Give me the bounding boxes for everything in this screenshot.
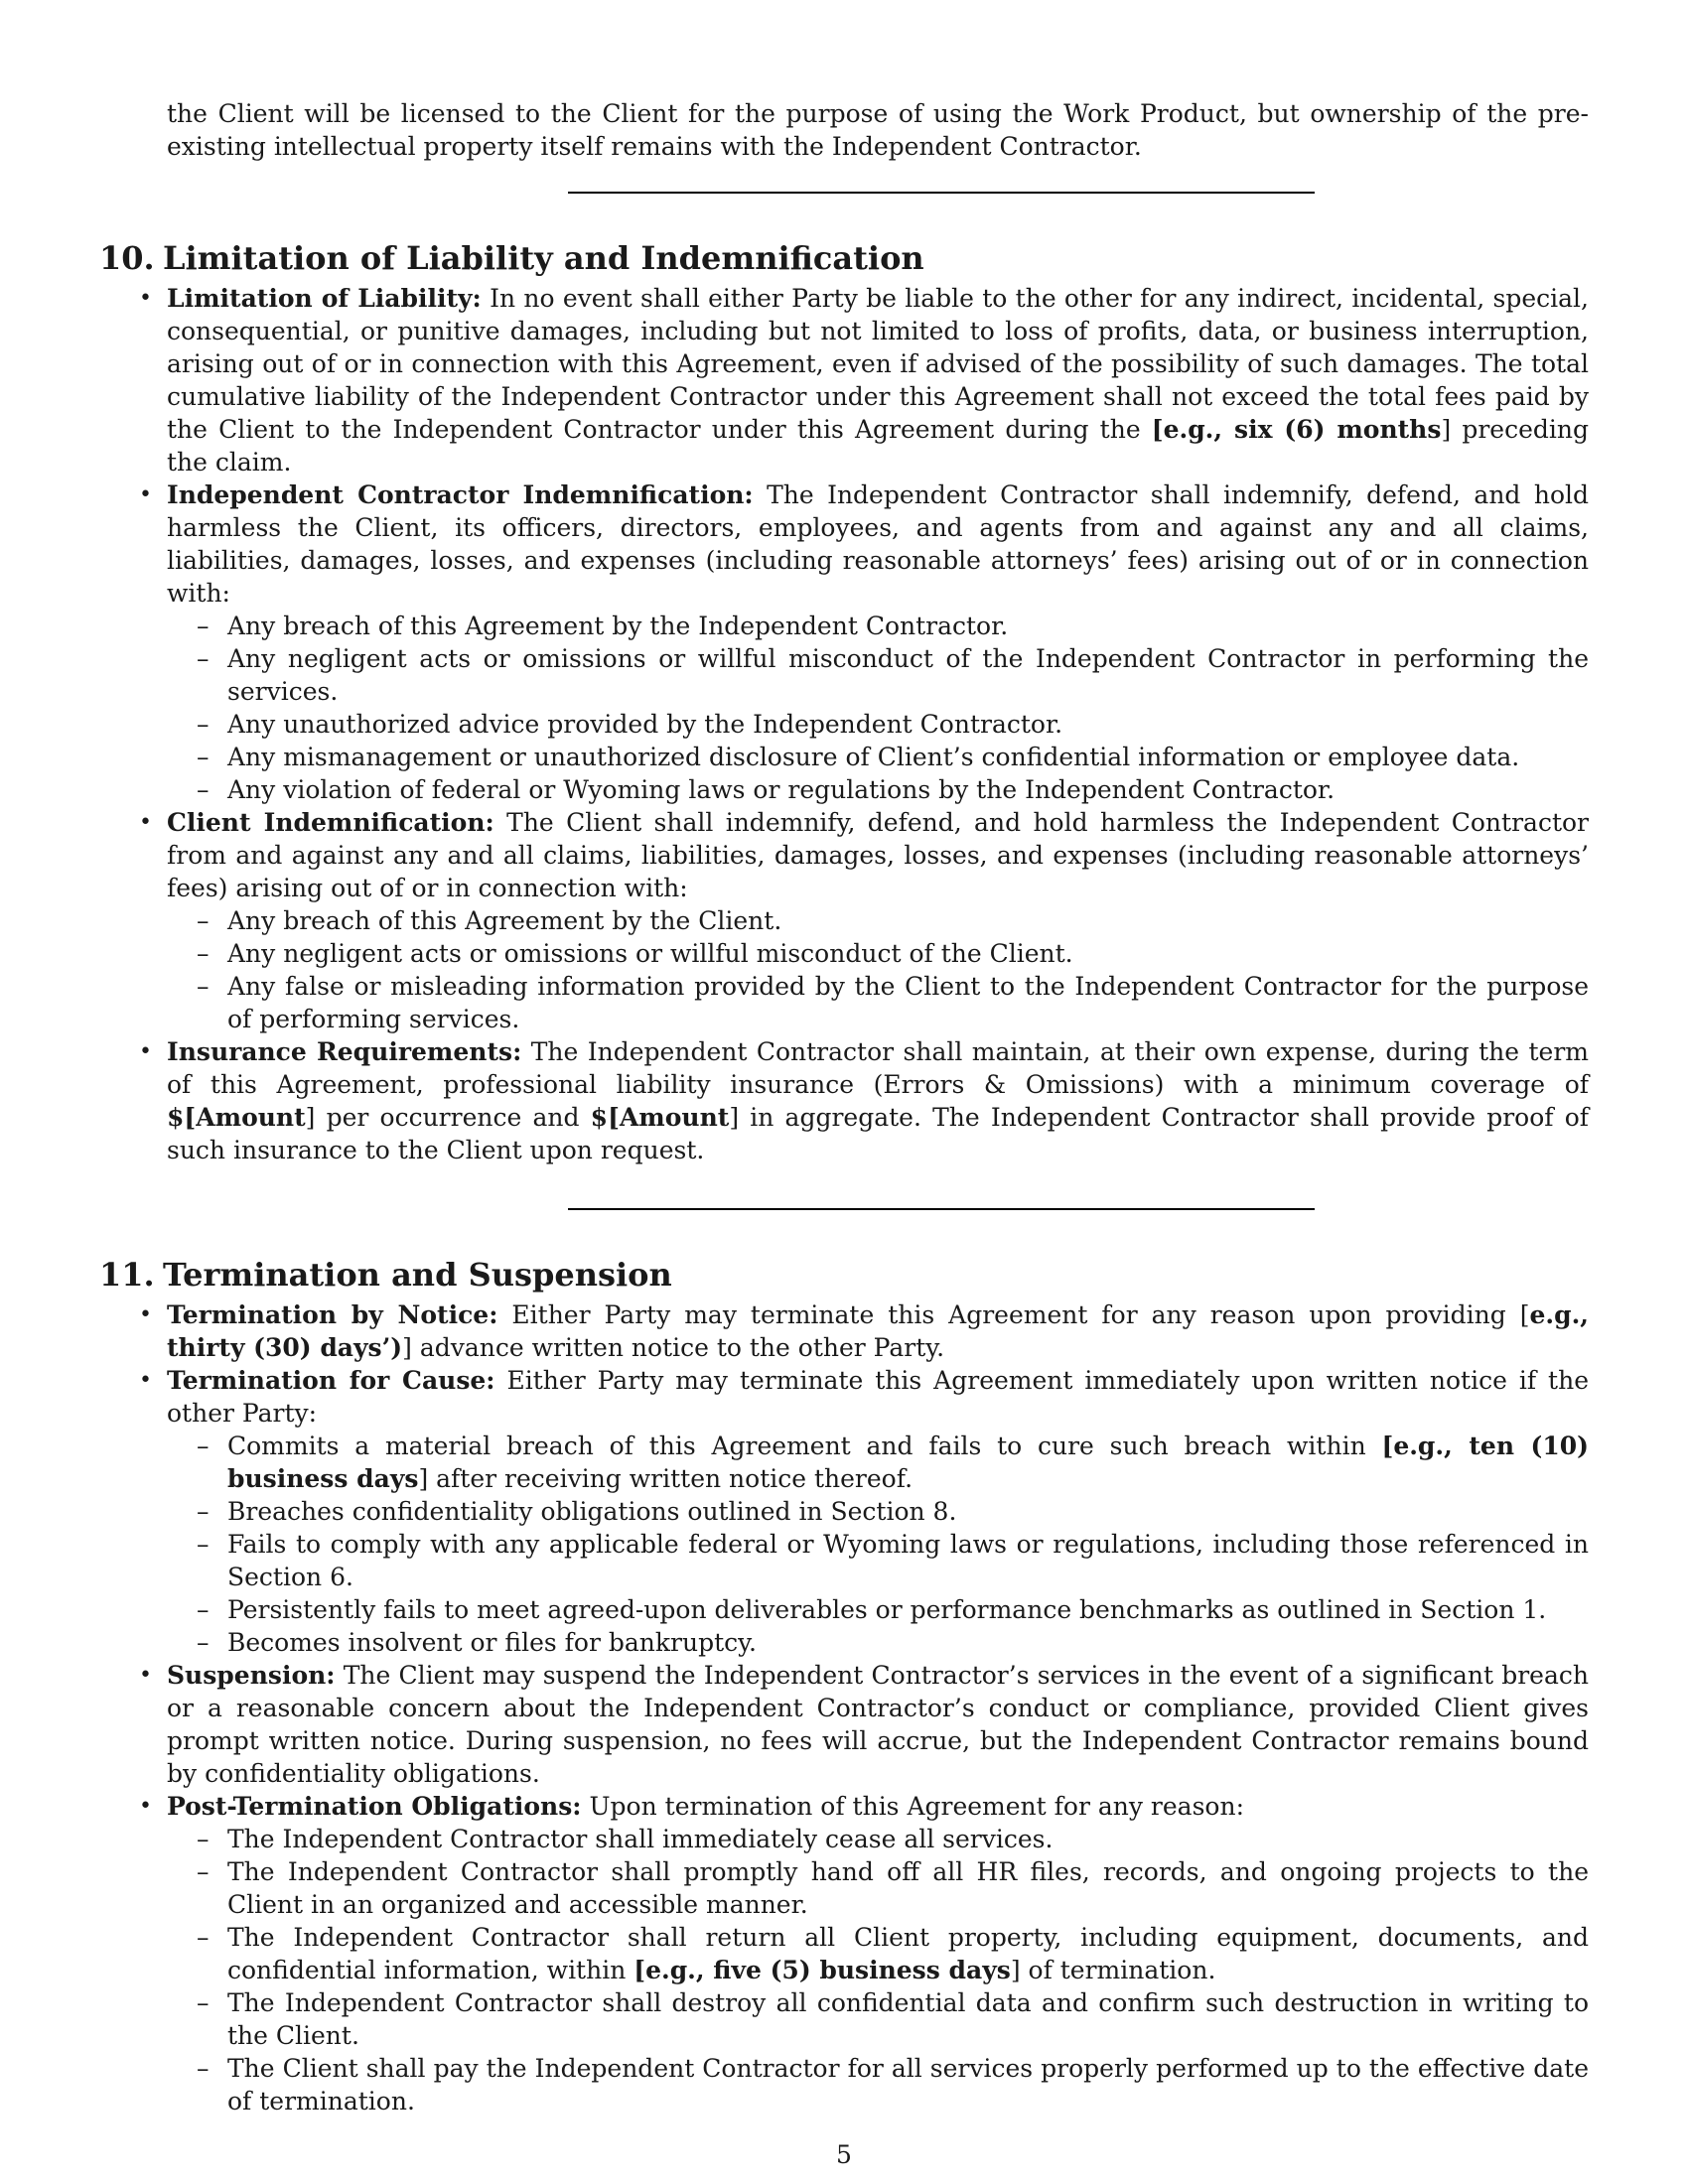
item-text: ] per occurrence and: [305, 1103, 591, 1132]
bullet-icon: •: [139, 1663, 152, 1688]
item-label: Insurance Requirements:: [167, 1037, 522, 1066]
page-number: 5: [836, 2140, 852, 2169]
sub-item: [197, 741, 1589, 773]
item-label: Independent Contractor Indemnification:: [167, 480, 754, 509]
placeholder-text: [e.g., ten (10) business days: [227, 1432, 1589, 1493]
bullet-icon: •: [139, 810, 152, 835]
item-label: Termination for Cause:: [167, 1366, 495, 1395]
section-number: 10.: [99, 239, 155, 277]
sub-item: [197, 1855, 1589, 1921]
intro-paragraph: the Client will be licensed to the Client for the purpose of using the Work Product, but ownership of the pre-existing intellectual property itself remains with the Independent Contractor.: [167, 99, 1589, 161]
dash-icon: –: [197, 775, 210, 804]
list-item: [139, 1298, 1590, 1364]
section-title: Limitation of Liability and Indemnification: [163, 239, 924, 277]
list-item: [139, 806, 1589, 1035]
sub-item: [197, 1495, 1589, 1528]
sub-item-text: Becomes insolvent or files for bankruptcy.: [227, 1628, 757, 1657]
item-label: Client Indemnification:: [167, 808, 494, 837]
dash-icon: –: [197, 1530, 210, 1559]
item-text: Either Party may terminate this Agreement immediately upon written notice if the other Party:: [167, 1366, 1589, 1428]
bullet-icon: •: [139, 1039, 152, 1064]
dash-icon: –: [197, 939, 210, 968]
dash-icon: –: [197, 1825, 210, 1853]
sub-item: [197, 1823, 1589, 1855]
bullet-icon: •: [139, 1302, 152, 1327]
sub-item: [197, 1593, 1589, 1626]
sub-item-text: ] of termination.: [1010, 1956, 1216, 1984]
sub-list: [167, 1430, 1589, 1659]
item-label: Post-Termination Obligations:: [167, 1792, 582, 1821]
list-item: [139, 1364, 1589, 1659]
sub-item-text: Persistently fails to meet agreed-upon deliverables or performance benchmarks as outlined in Section 1.: [227, 1595, 1547, 1624]
sub-item-text: Any breach of this Agreement by the Independent Contractor.: [227, 612, 1009, 640]
sub-item: [197, 2052, 1589, 2117]
sub-item: [197, 1528, 1589, 1593]
item-text: ] preceding the claim.: [167, 415, 1589, 477]
section-title: Termination and Suspension: [163, 1256, 672, 1294]
list-item: [139, 1035, 1589, 1166]
placeholder-text: [e.g., six (6) months: [1151, 415, 1442, 444]
dash-icon: –: [197, 1988, 210, 2017]
sub-item-text: Any mismanagement or unauthorized disclosure of Client’s confidential information or employee data.: [227, 743, 1520, 771]
section-10-list: [99, 282, 1589, 1166]
sub-item-text: Any breach of this Agreement by the Client.: [227, 906, 782, 935]
item-text: The Independent Contractor shall indemnify, defend, and hold harmless the Client, its officers, directors, employees, and agents from and against any and all claims, liabilities, damages, losses, and expenses (including reasonable attorneys’ fees) arising out of or in connection with:: [167, 480, 1589, 608]
list-item: [139, 1659, 1589, 1790]
dash-icon: –: [197, 2054, 210, 2083]
item-text: ] in aggregate. The Independent Contractor shall provide proof of such insurance to the Client upon request.: [167, 1103, 1589, 1164]
section-10-heading: [99, 238, 1589, 278]
sub-list: [167, 610, 1589, 806]
list-item: [139, 1790, 1589, 2117]
dash-icon: –: [197, 743, 210, 771]
sub-item-text: Any false or misleading information provided by the Client to the Independent Contractor for the purpose of performing services.: [227, 972, 1589, 1033]
item-text: The Client may suspend the Independent Contractor’s services in the event of a significant breach or a reasonable concern about the Independent Contractor’s conduct or compliance, provided Client gives prompt written notice. During suspension, no fees will accrue, but the Independent Contractor remains bound by confidentiality obligations.: [167, 1661, 1589, 1788]
sub-item: [197, 708, 1589, 741]
sub-item-text: The Client shall pay the Independent Contractor for all services properly performed up to the effective date of termination.: [227, 2054, 1589, 2116]
sub-list: [167, 904, 1589, 1035]
item-text: Either Party may terminate this Agreement for any reason upon providing [: [497, 1300, 1530, 1329]
item-text: Upon termination of this Agreement for any reason:: [581, 1792, 1244, 1821]
sub-item-text: The Independent Contractor shall immediately cease all services.: [227, 1825, 1054, 1853]
list-item: [139, 282, 1589, 478]
section-number: 11.: [99, 1256, 155, 1294]
dash-icon: –: [197, 972, 210, 1001]
bullet-icon: •: [139, 286, 152, 311]
dash-icon: –: [197, 1923, 210, 1952]
sub-item: [197, 1921, 1589, 1986]
sub-item-text: Commits a material breach of this Agreement and fails to cure such breach within: [227, 1432, 1382, 1460]
sub-item-text: Any negligent acts or omissions or willful misconduct of the Client.: [227, 939, 1073, 968]
placeholder-text: $[Amount: [167, 1103, 306, 1132]
dash-icon: –: [197, 1595, 210, 1624]
dash-icon: –: [197, 906, 210, 935]
sub-item: [197, 937, 1589, 970]
dash-icon: –: [197, 710, 210, 739]
dash-icon: –: [197, 644, 210, 673]
dash-icon: –: [197, 1857, 210, 1886]
item-text: The Client shall indemnify, defend, and hold harmless the Independent Contractor from and against any and all claims, liabilities, damages, losses, and expenses (including reasonable attorneys’ fees) arising out of or in connection with:: [167, 808, 1589, 902]
dash-icon: –: [197, 1628, 210, 1657]
sub-item: [197, 1986, 1589, 2052]
sub-item-text: Breaches confidentiality obligations outlined in Section 8.: [227, 1497, 957, 1526]
bullet-icon: •: [139, 1794, 152, 1819]
dash-icon: –: [197, 612, 210, 640]
sub-item-text: Any violation of federal or Wyoming laws or regulations by the Independent Contractor.: [227, 775, 1336, 804]
item-label: Suspension:: [167, 1661, 336, 1690]
item-text: The Independent Contractor shall maintain, at their own expense, during the term of this Agreement, professional liability insurance (Errors & Omissions) with a minimum coverage of: [167, 1037, 1589, 1099]
sub-item: [197, 970, 1589, 1035]
sub-item-text: The Independent Contractor shall destroy all confidential data and confirm such destruction in writing to the Client.: [227, 1988, 1589, 2050]
sub-item: [197, 904, 1589, 937]
sub-item: [197, 610, 1589, 642]
sub-item: [197, 642, 1589, 708]
bullet-icon: •: [139, 1368, 152, 1393]
item-label: Termination by Notice:: [167, 1300, 498, 1329]
sub-item-text: Fails to comply with any applicable federal or Wyoming laws or regulations, including those referenced in Section 6.: [227, 1530, 1589, 1591]
sub-item: [197, 773, 1589, 806]
section-11-heading: [99, 1255, 1589, 1295]
sub-item: [197, 1626, 1589, 1659]
sub-item-text: Any unauthorized advice provided by the Independent Contractor.: [227, 710, 1063, 739]
placeholder-text: $[Amount: [590, 1103, 730, 1132]
sub-item-text: The Independent Contractor shall return all Client property, including equipment, documents, and confidential information, within: [227, 1923, 1589, 1984]
bullet-icon: •: [139, 482, 152, 507]
list-item: [139, 478, 1589, 806]
sub-item: [197, 1430, 1589, 1495]
section-11-list: [99, 1298, 1589, 2117]
page-content: [99, 97, 1589, 2117]
placeholder-text: [e.g., five (5) business days: [633, 1956, 1011, 1984]
item-label: Limitation of Liability:: [167, 284, 482, 313]
item-text: ] advance written notice to the other Party.: [402, 1333, 945, 1362]
sub-item-text: Any negligent acts or omissions or willful misconduct of the Independent Contractor in performing the services.: [227, 644, 1589, 706]
dash-icon: –: [197, 1432, 210, 1460]
sub-item-text: ] after receiving written notice thereof.: [418, 1464, 914, 1493]
sub-item-text: The Independent Contractor shall promptly hand off all HR files, records, and ongoing projects to the Client in an organized and accessible manner.: [227, 1857, 1589, 1919]
placeholder-text: e.g., thirty (30) days’): [167, 1300, 1590, 1362]
item-text: In no event shall either Party be liable to the other for any indirect, incidental, special, consequential, or punitive damages, including but not limited to loss of profits, data, or business interruption, arising out of or in connection with this Agreement, even if advised of the possibility of such damages. The total cumulative liability of the Independent Contractor under this Agreement shall not exceed the total fees paid by the Client to the Independent Contractor under this Agreement during the: [167, 284, 1589, 444]
dash-icon: –: [197, 1497, 210, 1526]
sub-list: [167, 1823, 1589, 2117]
